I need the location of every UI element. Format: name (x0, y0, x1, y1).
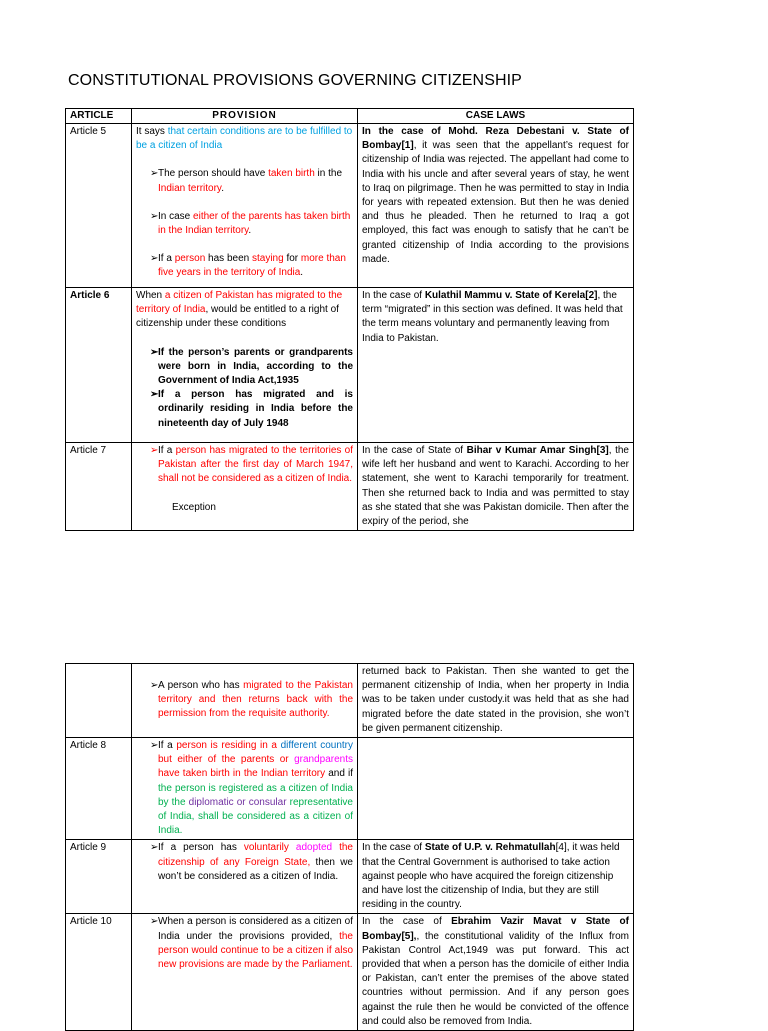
table-row-article-8 (66, 738, 634, 840)
arrow-bullet-icon: ➢ (150, 168, 159, 180)
case-law-cell: returned back to Pakistan. Then she wanted to get the permanent citizenship of India, when her property in India was to be taken under custody.it was held that as she had migrated before the date stated in the provision, she won’t be given permanent citizenship. (358, 664, 634, 738)
arrow-bullet-icon: ➢ (150, 389, 159, 401)
arrow-bullet-icon: ➢ (150, 253, 159, 265)
article-label: Article 5 (66, 124, 132, 288)
table-row-article-5 (66, 124, 634, 288)
case-law-cell: In the case of Mohd. Reza Debestani v. State of Bombay[1], it was seen that the appellant’s request for citizenship of India was rejected. The appellant had come to India with his uncle and after several years of stay, he went to Iraq on pilgrimage. Then he was permitted to stay in India for years with repeated extension. But then he was denied and thus he pleaded. Then he returned to Iraq a got employed, this fact was enough to satisfy that he can’t be granted citizenship of India according to the provisions made. (358, 124, 634, 288)
list-item: ➢ If a person has voluntarily adopted the citizenship of any Foreign State, then we won’t be considered as a citizen of India. (136, 841, 353, 884)
table-row-article-9 (66, 840, 634, 914)
provision-cell: When a citizen of Pakistan has migrated to the territory of India, would be entitled to a right of citizenship under these conditions ➢ If the person’s parents or grandparents were born in India, according to the Government of India Act,1935 ➢ If a person has migrated and is ordinarily residing in India before the nineteenth day of July 1948 (132, 288, 358, 443)
table-row-article-10 (66, 914, 634, 1031)
case-law-cell: In the case of State of Bihar v Kumar Amar Singh[3], the wife left her husband and went to Karachi. According to her statement, she went to Karachi temporarily for treatment. Then she returned back to India and was permitted to stay as she stated that she was Pakistan domicile. Then after the expiry of the period, she (358, 443, 634, 531)
case-law-cell: In the case of Ebrahim Vazir Mavat v State of Bombay[5],, the constitutional validity of the Influx from Pakistan Control Act,1949 was put forward. This act provided that when a person has the domicile of either India or Pakistan, can’t enter the premises of the above stated countries without permission. And if any person goes against the rule then he would be convicted of the offence and could also be removed from India. (358, 914, 634, 1031)
citizenship-table-page2 (65, 663, 634, 1031)
case-law-cell: In the case of Kulathil Mammu v. State of Kerela[2], the term “migrated” in this section was defined. It was held that the term means voluntary and permanently leaving from India to Pakistan. (358, 288, 634, 443)
arrow-bullet-icon: ➢ (150, 842, 159, 854)
arrow-bullet-icon: ➢ (150, 210, 159, 222)
citizenship-table-page1 (65, 108, 634, 531)
header-article: ARTICLE (66, 109, 132, 124)
article-label: Article 9 (66, 840, 132, 914)
provision-cell (132, 840, 358, 914)
arrow-bullet-icon: ➢ (150, 680, 159, 691)
list-item: ➢ If a person has migrated and is ordinarily residing in India before the nineteenth day of July 1948 (136, 388, 353, 431)
article-label: Article 7 (66, 443, 132, 531)
document-title: CONSTITUTIONAL PROVISIONS GOVERNING CITIZENSHIP (68, 72, 522, 89)
table-row-article-7 (66, 443, 634, 531)
list-item: ➢ If a person has migrated to the territories of Pakistan after the first day of March 1947, shall not be considered as a citizen of India. (136, 444, 353, 487)
list-item: ➢ When a person is considered as a citizen of India under the provisions provided, the person would continue to be a citizen if also new provisions are made by the Parliament. (136, 915, 353, 972)
header-provision: PROVISION (132, 109, 358, 124)
list-item: ➢ A person who has migrated to the Pakistan territory and then returns back with the permission from the requisite authority. (136, 679, 353, 722)
provision-cell: It says that certain conditions are to be fulfilled to be a citizen of India ➢ The person should have taken birth in the Indian territory. ➢ In case either of the parents has taken birth in the Indian territory. ➢ If a person has been staying for more than five years in the territory of India. (132, 124, 358, 288)
table-header-row (66, 109, 634, 124)
arrow-bullet-icon: ➢ (150, 916, 159, 928)
article-label: Article 8 (66, 738, 132, 840)
list-item: ➢ The person should have taken birth in the Indian territory. (136, 167, 353, 195)
header-case-laws: CASE LAWS (358, 109, 634, 124)
provision-cell (132, 443, 358, 531)
table-row-article-6 (66, 288, 634, 443)
list-item: ➢ If the person’s parents or grandparents were born in India, according to the Government of India Act,1935 (136, 346, 353, 389)
case-law-cell: In the case of State of U.P. v. Rehmatullah[4], it was held that the Central Government is authorised to take action against people who have acquired the foreign citizenship and have lost the citizenship of India, but they are still residing in the country. (358, 840, 634, 914)
list-item: ➢ In case either of the parents has taken birth in the Indian territory. (136, 210, 353, 238)
provision-cell (132, 738, 358, 840)
provision-cell (132, 664, 358, 738)
table-row-article-7-continued (66, 664, 634, 738)
exception-label: Exception (172, 501, 216, 513)
article-label: Article 10 (66, 914, 132, 1031)
arrow-bullet-icon: ➢ (150, 740, 159, 752)
arrow-bullet-icon: ➢ (150, 445, 159, 456)
article-label: Article 6 (66, 288, 132, 443)
list-item: ➢ If a person is residing in a different country but either of the parents or grandparents have taken birth in the Indian territory and if the person is registered as a citizen of India by the diplomatic or consular representative of India, shall be considered as a citizen of India. (136, 739, 353, 838)
list-item: ➢ If a person has been staying for more than five years in the territory of India. (136, 252, 353, 280)
provision-cell (132, 914, 358, 1031)
arrow-bullet-icon: ➢ (150, 346, 159, 358)
